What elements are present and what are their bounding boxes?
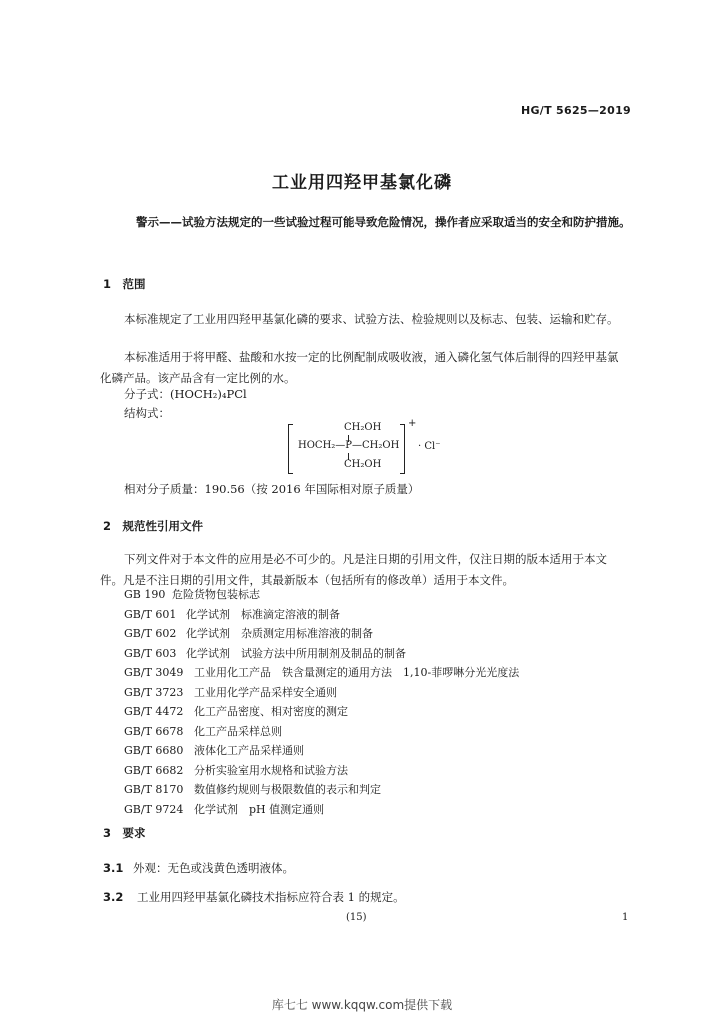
reference-item: GB/T 6680 液体化工产品采样通则: [124, 744, 304, 757]
document-title: 工业用四羟甲基氯化磷: [272, 173, 452, 193]
section1-paragraph1: 本标准规定了工业用四羟甲基氯化磷的要求、试验方法、检验规则以及标志、包装、运输和贮存。: [124, 312, 619, 326]
reference-item: GB/T 4472 化工产品密度、相对密度的测定: [124, 705, 348, 718]
molecular-formula: 分子式：(HOCH₂)₄PCl: [124, 387, 247, 401]
section2-intro: 下列文件对于本文件的应用是必不可少的。凡是注日期的引用文件，仅注日期的版本适用于本文件。凡是不注日期的引用文件，其最新版本（包括所有的修改单）适用于本文件。: [100, 552, 607, 587]
reference-item: GB/T 6678 化工产品采样总则: [124, 724, 282, 738]
requirement-3-1-number: 3.1: [103, 861, 124, 875]
reference-item: GB/T 9724 化学试剂 pH 值测定通则: [124, 802, 325, 816]
section2-heading: 2 规范性引用文件: [103, 519, 204, 533]
requirement-3-2: [103, 887, 405, 908]
reference-list: [124, 585, 624, 819]
reference-item: GB/T 6682 分析实验室用水规格和试验方法: [124, 763, 348, 777]
warning-text: 警示——试验方法规定的一些试验过程可能导致危险情况，操作者应采取适当的安全和防护措施。: [136, 215, 631, 229]
watermark-text: 库七七 www.kqqw.com提供下载: [271, 998, 453, 1012]
reference-item: GB/T 603 化学试剂 试验方法中所用制剂及制品的制备: [124, 646, 406, 660]
section1-paragraph2: 本标准适用于将甲醛、盐酸和水按一定的比例配制成吸收液，通入磷化氢气体后制得的四羟甲基氯化磷产品。该产品含有一定比例的水。: [100, 350, 619, 385]
left-bracket: [288, 424, 293, 474]
reference-item: GB/T 602 化学试剂 杂质测定用标准溶液的制备: [124, 627, 373, 640]
standard-number: HG/T 5625—2019: [520, 104, 631, 117]
requirement-3-2-number: 3.2: [103, 890, 124, 904]
molecular-mass: 相对分子质量：190.56（按 2016 年国际相对原子质量）: [124, 482, 420, 496]
counter-ion: · Cl⁻: [418, 441, 441, 452]
footer-page-center: (15): [346, 912, 367, 923]
footer-page-number: 1: [622, 912, 629, 923]
right-bracket: [400, 424, 405, 474]
formula-bottom-group: CH₂OH: [344, 459, 382, 470]
reference-item: GB 190 危险货物包装标志: [124, 588, 260, 601]
structural-formula: [288, 418, 488, 478]
requirement-3-1: [103, 858, 294, 879]
formula-top-group: CH₂OH: [344, 422, 382, 433]
structure-label: 结构式：: [124, 406, 170, 420]
reference-item: GB/T 601 化学试剂 标准滴定溶液的制备: [124, 607, 340, 621]
reference-item: GB/T 3723 工业用化学产品采样安全通则: [124, 685, 337, 699]
formula-middle-group: HOCH₂—P—CH₂OH: [298, 440, 400, 451]
section1-heading: 1 范围: [103, 277, 146, 291]
requirement-3-2-text: 工业用四羟甲基氯化磷技术指标应符合表 1 的规定。: [137, 890, 405, 904]
reference-item: GB/T 8170 数值修约规则与极限数值的表示和判定: [124, 783, 381, 796]
section3-heading: 3 要求: [103, 826, 146, 840]
requirement-3-1-text: 外观：无色或浅黄色透明液体。: [133, 861, 295, 875]
reference-item: GB/T 3049 工业用化工产品 铁含量测定的通用方法 1,10-菲啰啉分光光度法: [124, 666, 520, 679]
formula-charge: +: [408, 418, 417, 429]
